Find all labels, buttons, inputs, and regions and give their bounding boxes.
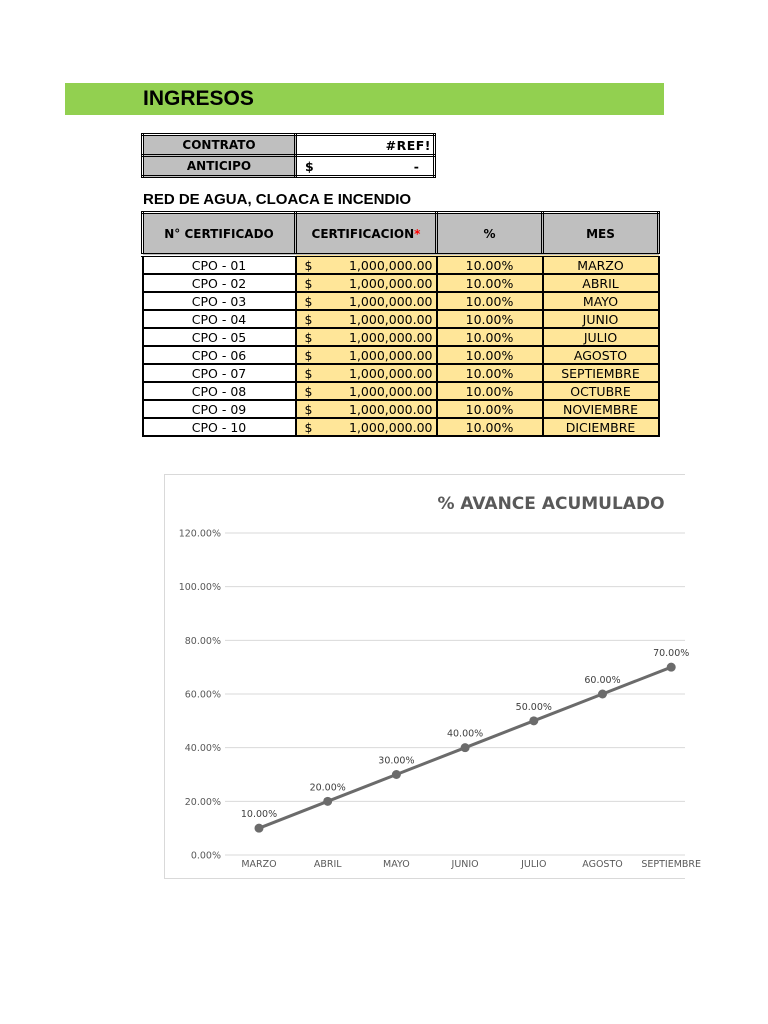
- table-row: [143, 292, 659, 310]
- header-percent: %: [437, 213, 543, 256]
- data-point: [323, 797, 332, 806]
- y-tick-label: 0.00%: [190, 850, 221, 862]
- required-mark: *: [414, 226, 421, 241]
- mes-cell[interactable]: OCTUBRE: [543, 382, 659, 400]
- percent-cell[interactable]: 10.00%: [437, 400, 543, 418]
- y-tick-label: 20.00%: [184, 796, 221, 808]
- table-row: [143, 310, 659, 328]
- data-label: 40.00%: [446, 728, 484, 740]
- data-label: 30.00%: [378, 755, 415, 767]
- currency-symbol: $: [304, 383, 313, 399]
- amount-value: 1,000,000.00: [349, 347, 433, 363]
- currency-symbol: $: [304, 365, 313, 381]
- x-tick-label: ABRIL: [313, 859, 342, 870]
- certificacion-cell[interactable]: [296, 274, 437, 292]
- table-row: [143, 274, 659, 292]
- mes-cell[interactable]: JUNIO: [543, 310, 659, 328]
- anticipo-label: ANTICIPO: [143, 156, 296, 177]
- x-tick-label: AGOSTO: [582, 859, 623, 870]
- header-certificado: N° CERTIFICADO: [143, 213, 296, 256]
- table-row: [143, 382, 659, 400]
- amount-value: 1,000,000.00: [349, 257, 433, 273]
- mes-cell[interactable]: DICIEMBRE: [543, 418, 659, 436]
- currency-symbol: $: [304, 419, 313, 435]
- data-label: 20.00%: [309, 782, 346, 794]
- page-title: INGRESOS: [143, 87, 254, 110]
- certificacion-cell[interactable]: [296, 364, 437, 382]
- amount-value: 1,000,000.00: [349, 419, 433, 435]
- chart-title: % AVANCE ACUMULADO: [437, 494, 665, 514]
- currency-symbol: $: [304, 293, 313, 309]
- percent-cell[interactable]: 10.00%: [437, 255, 543, 274]
- x-tick-label: SEPTIEMBRE: [641, 859, 702, 870]
- table-row: [143, 400, 659, 418]
- data-point: [667, 663, 676, 672]
- certificacion-cell[interactable]: [296, 255, 437, 274]
- percent-cell[interactable]: 10.00%: [437, 364, 543, 382]
- mes-cell[interactable]: MAYO: [543, 292, 659, 310]
- y-tick-label: 60.00%: [184, 689, 221, 701]
- currency-symbol: $: [304, 275, 313, 291]
- anticipo-value: -: [413, 158, 419, 174]
- data-point: [461, 743, 470, 752]
- table-header-row: [143, 213, 659, 256]
- anticipo-currency: $: [305, 158, 314, 174]
- y-tick-label: 120.00%: [178, 528, 221, 540]
- data-point: [598, 690, 607, 699]
- data-label: 60.00%: [584, 675, 621, 686]
- mes-cell[interactable]: AGOSTO: [543, 346, 659, 364]
- data-point: [392, 770, 401, 779]
- avance-chart: [165, 475, 702, 878]
- contrato-value: #REF!: [385, 137, 431, 153]
- header-banner: [65, 83, 664, 115]
- certificacion-cell[interactable]: [296, 292, 437, 310]
- percent-cell[interactable]: 10.00%: [437, 292, 543, 310]
- percent-cell[interactable]: 10.00%: [437, 418, 543, 436]
- currency-symbol: $: [304, 401, 313, 417]
- mes-cell[interactable]: JULIO: [543, 328, 659, 346]
- certificado-cell[interactable]: CPO - 09: [143, 400, 296, 418]
- data-point: [255, 824, 264, 833]
- contrato-value-cell[interactable]: [296, 135, 435, 156]
- table-row: [143, 255, 659, 274]
- x-tick-label: JUNIO: [451, 859, 479, 870]
- certificado-cell[interactable]: CPO - 03: [143, 292, 296, 310]
- section-title: RED DE AGUA, CLOACA E INCENDIO: [143, 191, 412, 208]
- contract-info-table: [141, 133, 436, 178]
- percent-cell[interactable]: 10.00%: [437, 346, 543, 364]
- certificacion-cell[interactable]: [296, 328, 437, 346]
- percent-cell[interactable]: 10.00%: [437, 274, 543, 292]
- amount-value: 1,000,000.00: [349, 401, 433, 417]
- table-row: [143, 328, 659, 346]
- certificacion-cell[interactable]: [296, 346, 437, 364]
- data-label: 70.00%: [653, 648, 690, 660]
- amount-value: 1,000,000.00: [349, 311, 433, 327]
- certificado-cell[interactable]: CPO - 04: [143, 310, 296, 328]
- amount-value: 1,000,000.00: [349, 293, 433, 309]
- certificado-cell[interactable]: CPO - 05: [143, 328, 296, 346]
- data-label: 50.00%: [515, 701, 552, 713]
- amount-value: 1,000,000.00: [349, 365, 433, 381]
- table-row: [143, 364, 659, 382]
- certificado-cell[interactable]: CPO - 06: [143, 346, 296, 364]
- mes-cell[interactable]: ABRIL: [543, 274, 659, 292]
- percent-cell[interactable]: 10.00%: [437, 310, 543, 328]
- contrato-row: [143, 135, 435, 156]
- amount-value: 1,000,000.00: [349, 329, 433, 345]
- currency-symbol: $: [304, 329, 313, 345]
- currency-symbol: $: [304, 311, 313, 327]
- currency-symbol: $: [304, 347, 313, 363]
- certificado-cell[interactable]: CPO - 08: [143, 382, 296, 400]
- amount-value: 1,000,000.00: [349, 383, 433, 399]
- contrato-label: CONTRATO: [143, 135, 296, 156]
- x-tick-label: JULIO: [521, 859, 547, 870]
- percent-cell[interactable]: 10.00%: [437, 382, 543, 400]
- certificacion-cell[interactable]: [296, 400, 437, 418]
- anticipo-value-cell[interactable]: [296, 156, 435, 177]
- y-tick-label: 80.00%: [184, 635, 221, 647]
- table-row: [143, 346, 659, 364]
- mes-cell[interactable]: NOVIEMBRE: [543, 400, 659, 418]
- percent-cell[interactable]: 10.00%: [437, 328, 543, 346]
- x-tick-label: MARZO: [241, 859, 277, 870]
- certificacion-cell[interactable]: [296, 310, 437, 328]
- header-mes: MES: [543, 213, 659, 256]
- certificacion-cell[interactable]: [296, 382, 437, 400]
- chart-container: [164, 474, 702, 879]
- mes-cell[interactable]: MARZO: [543, 255, 659, 274]
- y-tick-label: 40.00%: [184, 743, 221, 755]
- certificado-cell[interactable]: CPO - 07: [143, 364, 296, 382]
- certificado-cell[interactable]: CPO - 01: [143, 255, 296, 274]
- currency-symbol: $: [304, 257, 313, 273]
- header-certificacion-label: CERTIFICACION: [311, 226, 415, 241]
- mes-cell[interactable]: SEPTIEMBRE: [543, 364, 659, 382]
- data-label: 10.00%: [240, 809, 278, 821]
- certificado-cell[interactable]: CPO - 02: [143, 274, 296, 292]
- y-tick-label: 100.00%: [178, 582, 221, 594]
- header-certificacion: [296, 213, 437, 256]
- x-tick-label: MAYO: [383, 859, 410, 870]
- certificado-cell[interactable]: CPO - 10: [143, 418, 296, 436]
- data-point: [529, 716, 538, 725]
- certificates-table: [141, 211, 660, 437]
- amount-value: 1,000,000.00: [349, 275, 433, 291]
- table-row: [143, 418, 659, 436]
- certificacion-cell[interactable]: [296, 418, 437, 436]
- anticipo-row: [143, 156, 435, 177]
